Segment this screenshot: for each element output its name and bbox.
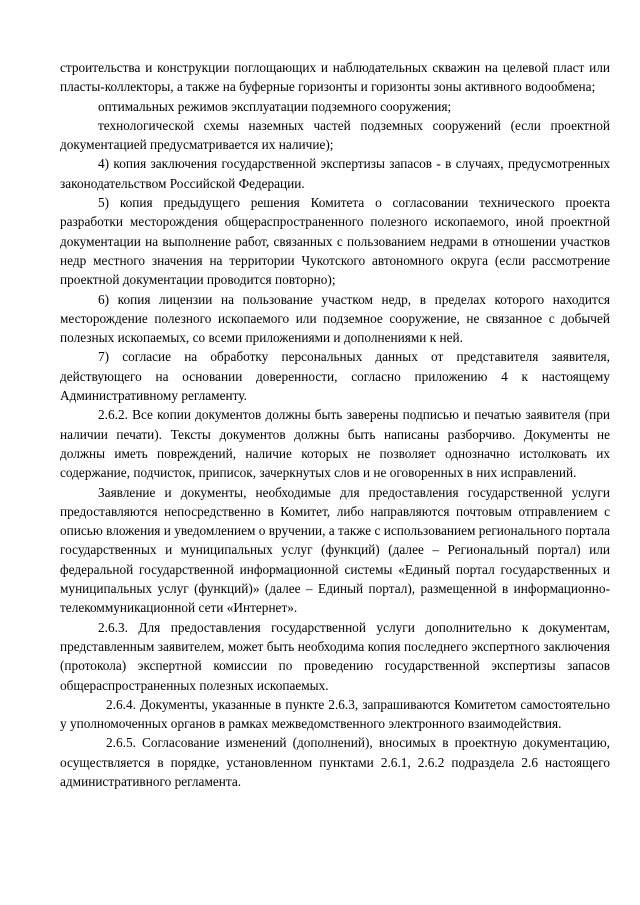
paragraph-list-item: 6) копия лицензии на пользование участком недр, в пределах которого находится месторождение полезного ископаемого или подземное сооружение, не связанное с добычей полезных ископаемых, со всеми приложениями и дополнениями к ней. [60,291,610,346]
paragraph-continuation: строительства и конструкции поглощающих и наблюдательных скважин на целевой пласт или пласты-коллекторы, а также на буферные горизонты и горизонты зоны активного водообмена; [60,60,610,95]
paragraph-list-item: технологической схемы наземных частей подземных сооружений (если проектной документацией предусматривается их наличие); [60,117,610,153]
paragraph-clause: 2.6.3. Для предоставления государственной услуги дополнительно к документам, представленным заявителем, может быть необходима копия последнего экспертного заключения (протокола) экспертной комиссии по проведению государственной экспертизы запасов общераспространенных полезных ископаемых. [60,619,610,693]
paragraph-list-item: оптимальных режимов эксплуатации подземного сооружения; [98,98,452,114]
paragraph-list-item: 7) согласие на обработку персональных данных от представителя заявителя, действующего на основании доверенности, согласно приложению 4 к настоящему Административному регламенту. [60,349,610,404]
paragraph-clause: 2.6.5. Согласование изменений (дополнений), вносимых в проектную документацию, осуществляется в порядке, установленном пунктами 2.6.1, 2.6.2 подраздела 2.6 настоящего административного регламента. [60,735,610,789]
document-page [60,58,610,791]
paragraph-list-item: 4) копия заключения государственной экспертизы запасов - в случаях, предусмотренных законодательством Российской Федерации. [60,156,610,191]
paragraph-clause: 2.6.4. Документы, указанные в пункте 2.6.3, запрашиваются Комитетом самостоятельно у уполномоченных органов в рамках межведомственного электронного взаимодействия. [60,696,610,732]
paragraph-clause: 2.6.2. Все копии документов должны быть заверены подписью и печатью заявителя (при наличии печати). Тексты документов должны быть написаны разборчиво. Документы не должны иметь повреждений, наличие которых не позволяет однозначно истолковать их содержание, подчисток, приписок, зачеркнутых слов и не оговоренных в них исправлений. [60,407,610,481]
paragraph-body: Заявление и документы, необходимые для предоставления государственной услуги предоставляются непосредственно в Комитет, либо направляются почтовым отправлением с описью вложения и уведомлением о вручении, а также с использованием регионального портала государственных и муниципальных услуг (функций) (далее – Региональный портал) или федеральной государственной информационной системы «Единый портал государственных и муниципальных услуг (функций)» (далее – Единый портал), размещенной в информационно-телекоммуникационной сети «Интернет». [60,484,610,616]
paragraph-list-item: 5) копия предыдущего решения Комитета о согласовании технического проекта разработки месторождения общераспространенного полезного ископаемого, иной проектной документации на выполнение работ, связанных с пользованием недрами в отношении участков недр местного значения на территории Чукотского автономного округа (если рассмотрение проектной документации проводится повторно); [60,195,610,288]
